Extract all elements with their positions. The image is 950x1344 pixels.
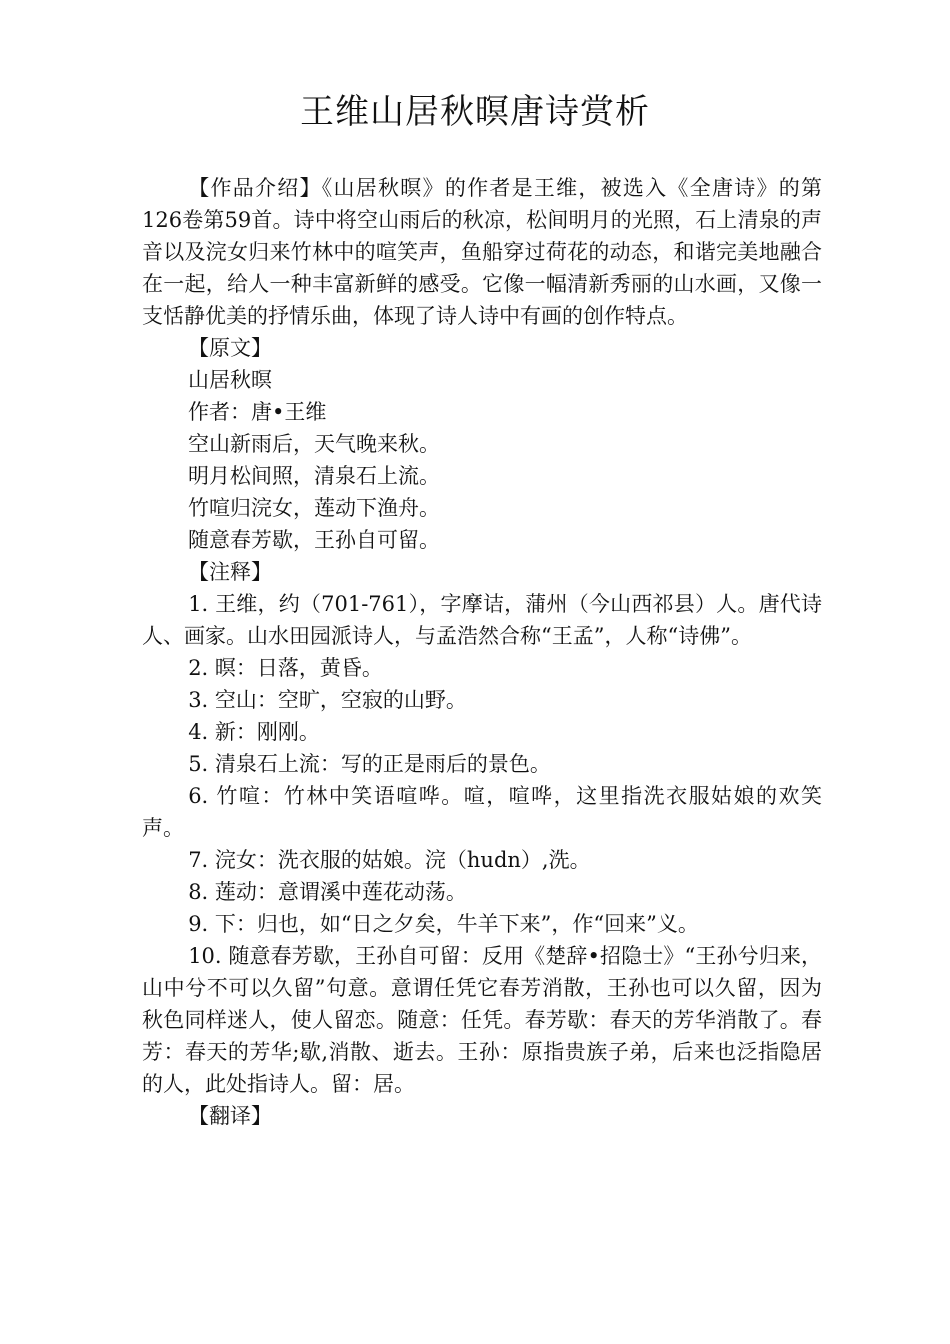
document-body [142, 172, 822, 1132]
poem-title: 山居秋暝 [188, 368, 272, 392]
note-item: 7. 浣女：洗衣服的姑娘。浣（hudn）,洗。 [188, 848, 591, 872]
intro-paragraph: 【作品介绍】《山居秋暝》的作者是王维，被选入《全唐诗》的第126卷第59首。诗中将空山雨后的秋凉，松间明月的光照，石上清泉的声音以及浣女归来竹林中的喧笑声，鱼船穿过荷花的动态，和谐完美地融合在一起，给人一种丰富新鲜的感受。它像一幅清新秀丽的山水画，又像一支恬静优美的抒情乐曲，体现了诗人诗中有画的创作特点。 [142, 176, 822, 328]
poem-line: 竹喧归浣女，莲动下渔舟。 [188, 496, 440, 520]
translation-heading: 【翻译】 [188, 1104, 272, 1128]
poem-line: 随意春芳歇，王孙自可留。 [188, 528, 440, 552]
note-item: 8. 莲动：意谓溪中莲花动荡。 [188, 880, 467, 904]
note-item: 6. 竹喧：竹林中笑语喧哗。喧，喧哗，这里指洗衣服姑娘的欢笑声。 [142, 784, 822, 840]
poem-line: 空山新雨后，天气晚来秋。 [188, 432, 440, 456]
notes-heading: 【注释】 [188, 560, 272, 584]
document-title: 王维山居秋暝唐诗赏析 [300, 92, 650, 132]
poem-line: 明月松间照，清泉石上流。 [188, 464, 440, 488]
note-item: 5. 清泉石上流：写的正是雨后的景色。 [188, 752, 551, 776]
note-item: 3. 空山：空旷，空寂的山野。 [188, 688, 467, 712]
note-item: 9. 下：归也，如“日之夕矣，牛羊下来”，作“回来”义。 [188, 912, 699, 936]
note-item: 2. 暝：日落，黄昏。 [188, 656, 383, 680]
note-item: 4. 新：刚刚。 [188, 720, 320, 744]
note-item: 1. 王维，约（701-761），字摩诘，蒲州（今山西祁县）人。唐代诗人、画家。山水田园派诗人，与孟浩然合称“王孟”，人称“诗佛”。 [142, 592, 822, 648]
note-item: 10. 随意春芳歇，王孙自可留：反用《楚辞•招隐士》“王孙兮归来，山中兮不可以久留”句意。意谓任凭它春芳消散，王孙也可以久留，因为秋色同样迷人，使人留恋。随意：任凭。春芳歇：春天的芳华消散了。春芳：春天的芳华;歇,消散、逝去。王孙：原指贵族子弟，后来也泛指隐居的人，此处指诗人。留：居。 [142, 944, 822, 1096]
original-heading: 【原文】 [188, 336, 272, 360]
poem-author: 作者：唐•王维 [188, 400, 327, 424]
